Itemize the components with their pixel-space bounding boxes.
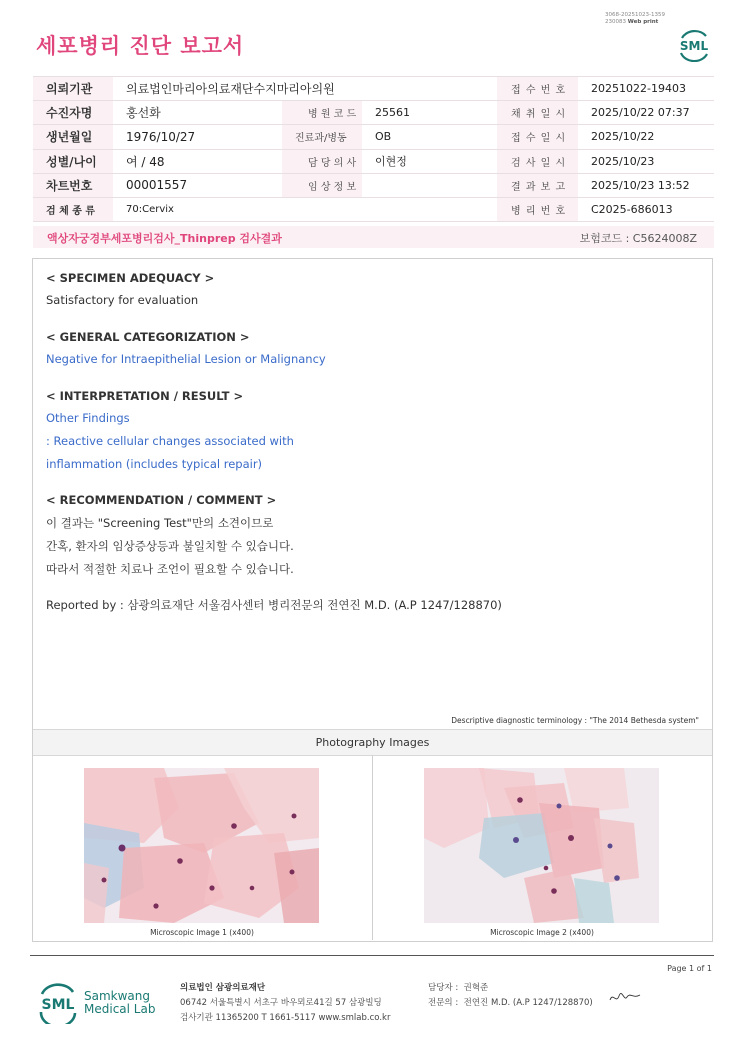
insurance-code: 보험코드 : C5624008Z bbox=[579, 232, 697, 245]
label-doctor: 담 당 의 사 bbox=[282, 149, 362, 173]
footer-manager bbox=[428, 981, 488, 993]
footer-brand bbox=[84, 990, 155, 1016]
brand-line-2: Medical Lab bbox=[84, 1002, 156, 1016]
manager-label: 담당자 : bbox=[428, 983, 459, 993]
web-id-line2: 230083 bbox=[605, 19, 626, 25]
exam-title: 액상자궁경부세포병리검사_Thinprep 검사결과 bbox=[47, 232, 282, 245]
info-row bbox=[33, 125, 714, 149]
label-birthdate: 생년월일 bbox=[33, 125, 113, 149]
microscopic-image-2 bbox=[424, 768, 659, 923]
value-result-report: 2025/10/23 13:52 bbox=[578, 173, 714, 197]
info-row bbox=[33, 101, 714, 125]
adequacy-text: Satisfactory for evaluation bbox=[46, 293, 199, 307]
brand-line-1: Samkwang bbox=[84, 989, 150, 1003]
footer-address: 06742 서울특별시 서초구 바우뫼로41길 57 삼광빌딩 bbox=[180, 998, 382, 1008]
info-row bbox=[33, 173, 714, 197]
microscopic-image-1 bbox=[84, 768, 319, 923]
interpretation-line-1: Other Findings bbox=[46, 411, 130, 425]
value-specimen-type: 70:Cervix bbox=[113, 197, 497, 221]
value-collection-date: 2025/10/22 07:37 bbox=[578, 101, 714, 125]
value-pathology-no: C2025-686013 bbox=[578, 197, 714, 221]
specialist-name: 전연진 M.D. (A.P 1247/128870) bbox=[463, 998, 593, 1008]
value-requester: 의료법인마리아의료재단수지마리아의원 bbox=[113, 77, 497, 101]
value-doctor: 이현정 bbox=[362, 149, 497, 173]
footer-divider bbox=[30, 955, 714, 956]
value-patient-name: 홍선화 bbox=[113, 101, 282, 125]
footer-org: 의료법인 삼광의료재단 bbox=[180, 983, 266, 993]
label-hospital-code: 병 원 코 드 bbox=[282, 101, 362, 125]
page-number: Page 1 of 1 bbox=[667, 964, 712, 973]
label-test-date: 검 사 일 시 bbox=[497, 149, 578, 173]
category-heading: < GENERAL CATEGORIZATION > bbox=[46, 330, 250, 344]
label-receipt-no: 접 수 번 호 bbox=[497, 77, 578, 101]
web-id-line1: 3068-20251023-1359 bbox=[605, 12, 665, 18]
value-chart-no: 00001557 bbox=[113, 173, 282, 197]
reported-by: Reported by : 삼광의료재단 서울검사센터 병리전문의 전연진 M.D. (A.P 1247/128870) bbox=[46, 598, 502, 612]
recommendation-heading: < RECOMMENDATION / COMMENT > bbox=[46, 493, 277, 507]
value-sex-age: 여 / 48 bbox=[113, 149, 282, 173]
terminology-note: Descriptive diagnostic terminology : "The 2014 Bethesda system" bbox=[451, 716, 699, 725]
footer-specialist bbox=[428, 996, 593, 1008]
image-1-caption: Microscopic Image 1 (x400) bbox=[150, 928, 254, 937]
value-test-date: 2025/10/23 bbox=[578, 149, 714, 173]
value-birthdate: 1976/10/27 bbox=[113, 125, 282, 149]
label-sex-age: 성별/나이 bbox=[33, 149, 113, 173]
value-clinical-info bbox=[362, 173, 497, 197]
value-hospital-code: 25561 bbox=[362, 101, 497, 125]
label-chart-no: 차트번호 bbox=[33, 173, 113, 197]
photo-divider bbox=[372, 755, 373, 940]
label-result-report: 결 과 보 고 bbox=[497, 173, 578, 197]
value-receipt-date: 2025/10/22 bbox=[578, 125, 714, 149]
label-specimen-type: 검 체 종 류 bbox=[33, 197, 113, 221]
sml-logo-text: SML bbox=[679, 39, 709, 53]
interpretation-heading: < INTERPRETATION / RESULT > bbox=[46, 389, 244, 403]
recommendation-line-2: 간혹, 환자의 임상증상등과 불일치할 수 있습니다. bbox=[46, 539, 294, 553]
info-row bbox=[33, 149, 714, 173]
info-row bbox=[33, 77, 714, 101]
sml-footer-logo-text: SML bbox=[41, 997, 75, 1013]
specialist-label: 전문의 : bbox=[428, 998, 459, 1008]
label-department: 진료과/병동 bbox=[282, 125, 362, 149]
value-receipt-no: 20251022-19403 bbox=[578, 77, 714, 101]
sml-logo-icon bbox=[676, 28, 712, 62]
label-requester: 의뢰기관 bbox=[33, 77, 113, 101]
manager-name: 권혁준 bbox=[463, 983, 489, 993]
patient-info-table bbox=[33, 76, 714, 222]
label-collection-date: 채 취 일 시 bbox=[497, 101, 578, 125]
info-row bbox=[33, 197, 714, 221]
label-receipt-date: 접 수 일 시 bbox=[497, 125, 578, 149]
category-text: Negative for Intraepithelial Lesion or Malignancy bbox=[46, 352, 326, 366]
adequacy-heading: < SPECIMEN ADEQUACY > bbox=[46, 271, 215, 285]
recommendation-line-1: 이 결과는 "Screening Test"만의 소견이므로 bbox=[46, 516, 274, 530]
report-title: 세포병리 진단 보고서 bbox=[36, 34, 245, 58]
recommendation-line-3: 따라서 적절한 치료나 조언이 필요할 수 있습니다. bbox=[46, 562, 294, 576]
label-patient-name: 수진자명 bbox=[33, 101, 113, 125]
footer-contact: 검사기관 11365200 T 1661-5117 www.smlab.co.kr bbox=[180, 1013, 391, 1023]
photo-heading: Photography Images bbox=[315, 736, 430, 749]
value-department: OB bbox=[362, 125, 497, 149]
label-pathology-no: 병 리 번 호 bbox=[497, 197, 578, 221]
sml-footer-logo-icon bbox=[36, 982, 80, 1024]
label-clinical-info: 임 상 정 보 bbox=[282, 173, 362, 197]
web-print-id bbox=[605, 12, 665, 26]
image-2-caption: Microscopic Image 2 (x400) bbox=[490, 928, 594, 937]
signature-icon bbox=[608, 990, 642, 1006]
interpretation-line-2: : Reactive cellular changes associated with bbox=[46, 434, 294, 448]
web-print-label: Web print bbox=[627, 19, 659, 25]
interpretation-line-3: inflammation (includes typical repair) bbox=[46, 457, 263, 471]
